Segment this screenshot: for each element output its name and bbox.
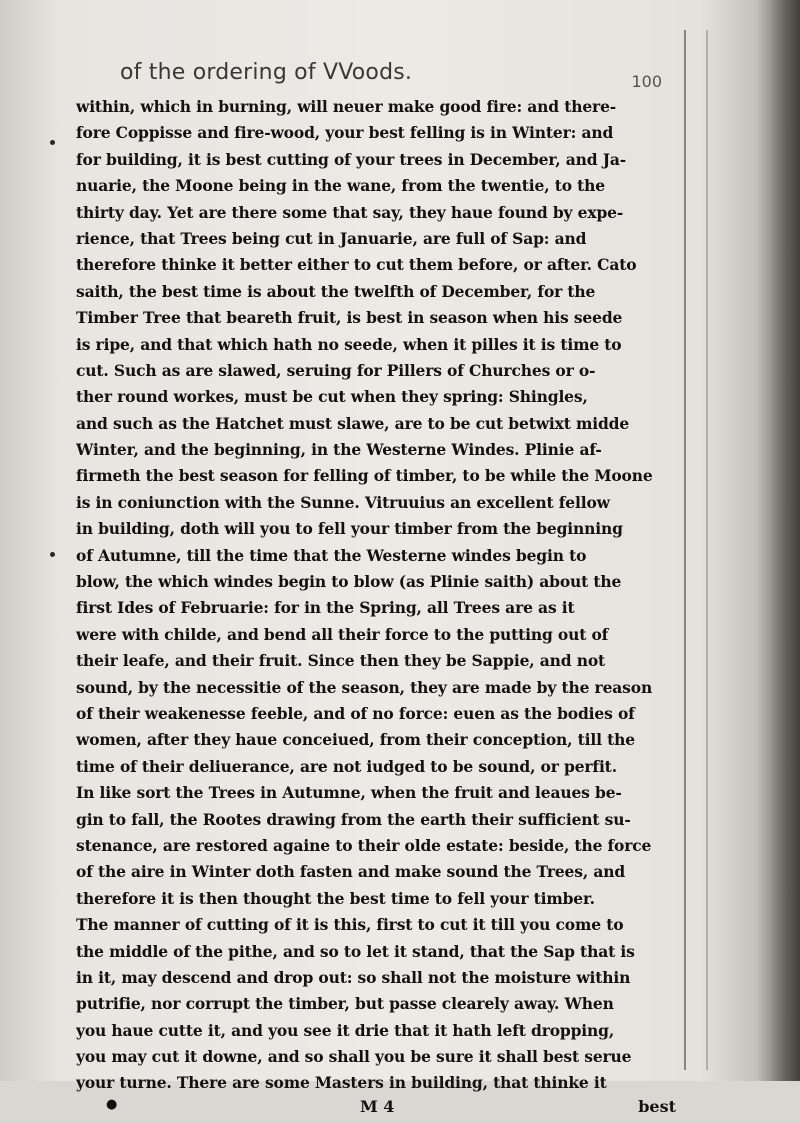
text-line: gin to fall, the Rootes drawing from the earth their sufficient su-: [76, 809, 631, 829]
text-line: the middle of the pithe, and so to let it stand, that the Sap that is: [76, 941, 635, 961]
text-line: in it, may descend and drop out: so shall not the moisture within: [76, 967, 631, 987]
text-line: Winter, and the beginning, in the Westerne Windes. Plinie af-: [76, 440, 602, 460]
text-line: time of their deliuerance, are not iudged to be sound, or perfit.: [76, 756, 617, 776]
margin-mark: [50, 140, 55, 145]
text-line: is in coniunction with the Sunne. Vitruuius an excellent fellow: [76, 492, 610, 512]
text-line: firmeth the best season for felling of timber, to be while the Moone: [76, 466, 653, 486]
catchword: best: [638, 1096, 676, 1116]
text-line: of their weakenesse feeble, and of no force: euen as the bodies of: [76, 703, 635, 723]
page-number: 100: [631, 72, 662, 91]
text-line: rience, that Trees being cut in Januarie, are full of Sap: and: [76, 228, 587, 248]
signature-mark: M 4: [360, 1096, 395, 1116]
text-line: nuarie, the Moone being in the wane, from the twentie, to the: [76, 176, 606, 196]
text-line: were with childe, and bend all their force to the putting out of: [76, 624, 609, 644]
margin-mark: [50, 552, 55, 557]
footer-mark-icon: ●: [106, 1096, 118, 1112]
text-line: putrifie, nor corrupt the timber, but passe clearely away. When: [76, 994, 614, 1014]
text-line: thirty day. Yet are there some that say, they haue found by expe-: [76, 202, 624, 222]
text-line: within, which in burning, will neuer make good fire: and there-: [76, 97, 617, 116]
text-line: cut. Such as are slawed, seruing for Pillers of Churches or o-: [76, 360, 596, 380]
binding-edge-line: [684, 30, 686, 1070]
text-line: sound, by the necessitie of the season, they are made by the reason: [76, 677, 653, 697]
text-line: and such as the Hatchet must slawe, are to be cut betwixt midde: [76, 413, 630, 433]
text-line: in building, doth will you to fell your timber from the beginning: [76, 519, 623, 539]
text-line: you haue cutte it, and you see it drie that it hath left dropping,: [76, 1020, 615, 1040]
text-line: women, after they haue conceiued, from their conception, till the: [76, 730, 635, 750]
text-line: is ripe, and that which hath no seede, when it pilles it is time to: [76, 334, 622, 354]
body-text: [76, 94, 682, 1123]
text-line: stenance, are restored againe to their olde estate: beside, the force: [76, 835, 652, 855]
page-body: [58, 50, 680, 1116]
text-line: of the aire in Winter doth fasten and make sound the Trees, and: [76, 862, 626, 882]
text-line: first Ides of Februarie: for in the Spring, all Trees are as it: [76, 598, 575, 618]
text-line: therefore it is then thought the best time to fell your timber.: [76, 888, 595, 908]
text-line: blow, the which windes begin to blow (as Plinie saith) about the: [76, 572, 622, 592]
text-line: In like sort the Trees in Autumne, when the fruit and leaues be-: [76, 783, 622, 803]
book-binding-shadow: [756, 0, 800, 1081]
text-line: Timber Tree that beareth fruit, is best in season when his seede: [76, 308, 623, 328]
text-line: of Autumne, till the time that the Westerne windes begin to: [76, 545, 587, 565]
running-title: of the ordering of VVoods.: [120, 60, 413, 85]
text-line: your turne. There are some Masters in building, that thinke it: [76, 1073, 607, 1093]
text-line: saith, the best time is about the twelfth of December, for the: [76, 281, 596, 301]
text-line: you may cut it downe, and so shall you be sure it shall best serue: [76, 1047, 632, 1067]
text-line: ther round workes, must be cut when they spring: Shingles,: [76, 387, 588, 407]
page-footer: [76, 1097, 682, 1123]
text-line: their leafe, and their fruit. Since then they be Sappie, and not: [76, 651, 606, 671]
text-line: therefore thinke it better either to cut them before, or after. Cato: [76, 255, 637, 275]
binding-edge-line: [706, 30, 708, 1070]
text-line: fore Coppisse and fire-wood, your best felling is in Winter: and: [76, 123, 614, 143]
text-line: for building, it is best cutting of your trees in December, and Ja-: [76, 149, 627, 169]
text-line: The manner of cutting of it is this, first to cut it till you come to: [76, 915, 624, 935]
